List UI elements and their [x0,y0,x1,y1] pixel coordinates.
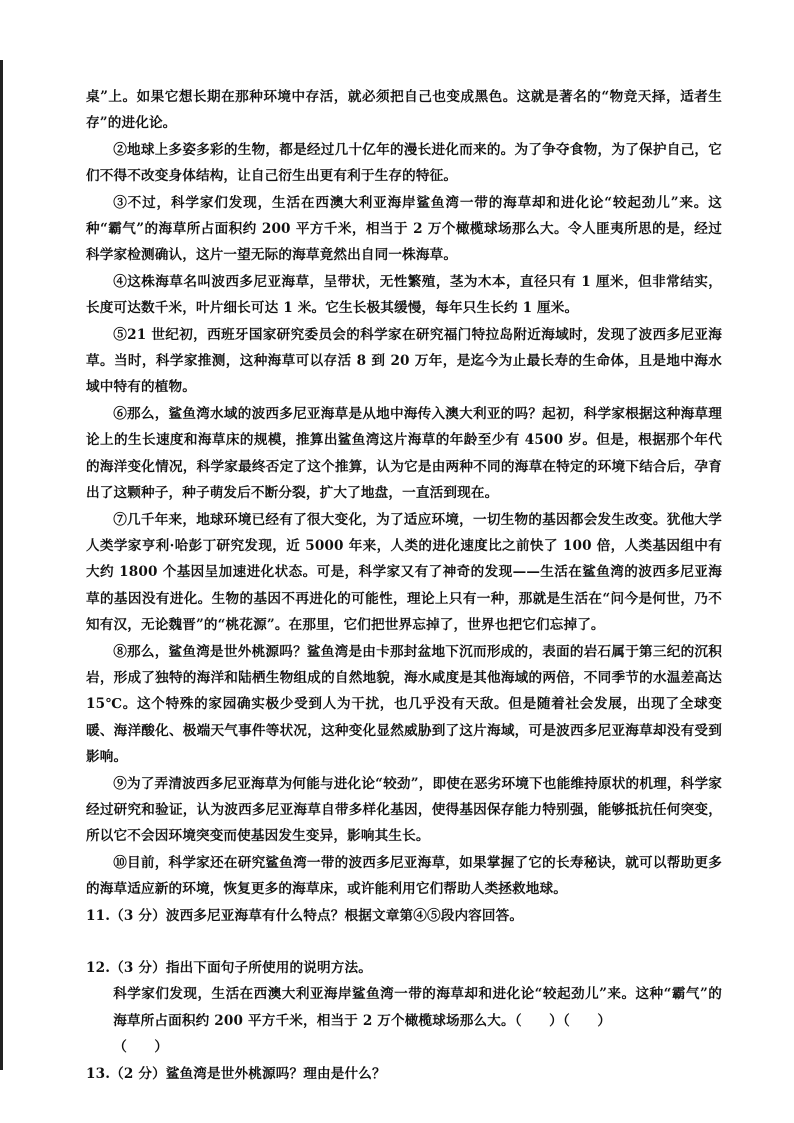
question-12-sentence: 科学家们发现，生活在西澳大利亚海岸鲨鱼湾一带的海草却和进化论“较起劲儿”来。这种“霸气”的海草所占面积约 200 平方千米，相当于 2 万个橄榄球场那么大。（ ）（ ） [113,986,722,1029]
page-left-border [0,60,3,1070]
question-13: 13.（2 分）鲨鱼湾是世外桃源吗？理由是什么？ [86,1065,386,1082]
paragraph-6: ⑥那么，鲨鱼湾水域的波西多尼亚海草是从地中海传入澳大利亚的吗？起初，科学家根据这种海草理论上的生长速度和海草床的规模，推算出鲨鱼湾这片海草的年龄至少有 4500 岁。但是，根据那个年代的海洋变化情况，科学家最终否定了这个推算，认为它是由两种不同的海草在特定的环境下结合后，孕育出了这颗种子，种子萌发后不断分裂，扩大了地盘，一直活到现在。 [86,405,722,502]
paragraph-3: ③不过，科学家们发现，生活在西澳大利亚海岸鲨鱼湾一带的海草却和进化论“较起劲儿”来。这种“霸气”的海草所占面积约 200 平方千米，相当于 2 万个橄榄球场那么大。令人匪夷所思的是，经过科学家检测确认，这片一望无际的海草竟然出自同一株海草。 [86,194,722,264]
paragraph-2: ②地球上多姿多彩的生物，都是经过几十亿年的漫长进化而来的。为了争夺食物，为了保护自己，它们不得不改变身体结构，让自己衍生出更有利于生存的特征。 [86,141,722,185]
paragraph-1-continuation: 桌”上。如果它想长期在那种环境中存活，就必须把自己也变成黑色。这就是著名的“物竞天择，适者生存”的进化论。 [86,89,722,132]
document-body [86,84,722,1087]
paragraph-9: ⑨为了弄清波西多尼亚海草为何能与进化论“较劲”，即使在恶劣环境下也能维持原状的机理，科学家经过研究和验证，认为波西多尼亚海草自带多样化基因，使得基因保存能力特别强，能够抵抗任何突变，所以它不会因环境突变而使基因发生变异，影响其生长。 [86,775,722,845]
question-11: 11.（3 分）波西多尼亚海草有什么特点？根据文章第④⑤段内容回答。 [86,907,524,924]
paragraph-5: ⑤21 世纪初，西班牙国家研究委员会的科学家在研究福门特拉岛附近海域时，发现了波西多尼亚海草。当时，科学家推测，这种海草可以存活 8 到 20 万年，是迄今为止最长寿的生命体，且是地中海水域中特有的植物。 [86,326,722,396]
paragraph-8: ⑧那么，鲨鱼湾是世外桃源吗？鲨鱼湾是由卡那封盆地下沉而形成的，表面的岩石属于第三纪的沉积岩，形成了独特的海洋和陆栖生物组成的自然地貌，海水咸度是其他海域的两倍，不同季节的水温差高达 15℃。这个特殊的家园确实极少受到人为干扰，也几乎没有天敌。但是随着社会发展，出现了全球变暖、海洋酸化、极端天气事件等状况，这种变化显然威胁到了这片海域，可是波西多尼亚海草却没有受到影响。 [86,643,722,766]
question-12-title: 12.（3 分）指出下面句子所使用的说明方法。 [86,960,372,976]
question-12-blank: （ ） [113,1039,169,1056]
paragraph-4: ④这株海草名叫波西多尼亚海草，呈带状，无性繁殖，茎为木本，直径只有 1 厘米，但非常结实，长度可达数千米，叶片细长可达 1 米。它生长极其缓慢，每年只生长约 1 厘米。 [86,273,722,317]
paragraph-7: ⑦几千年来，地球环境已经有了很大变化，为了适应环境，一切生物的基因都会发生改变。犹他大学人类学家亨利·哈彭丁研究发现，近 5000 年来，人类的进化速度比之前快了 100 倍，人类基因组中有大约 1800 个基因呈加速进化状态。可是，科学家又有了神奇的发现——生活在鲨鱼湾的波西多尼亚海草的基因没有进化。生物的基因不再进化的可能性，理论上只有一种，那就是生活在“问今是何世，乃不知有汉，无论魏晋”的“桃花源”。在那里，它们把世界忘掉了，世界也把它们忘掉了。 [86,511,722,634]
answer-space-11 [86,929,722,955]
paragraph-10: ⑩目前，科学家还在研究鲨鱼湾一带的波西多尼亚海草，如果掌握了它的长寿秘诀，就可以帮助更多的海草适应新的环境，恢复更多的海草床，或许能利用它们帮助人类拯救地球。 [86,854,722,898]
